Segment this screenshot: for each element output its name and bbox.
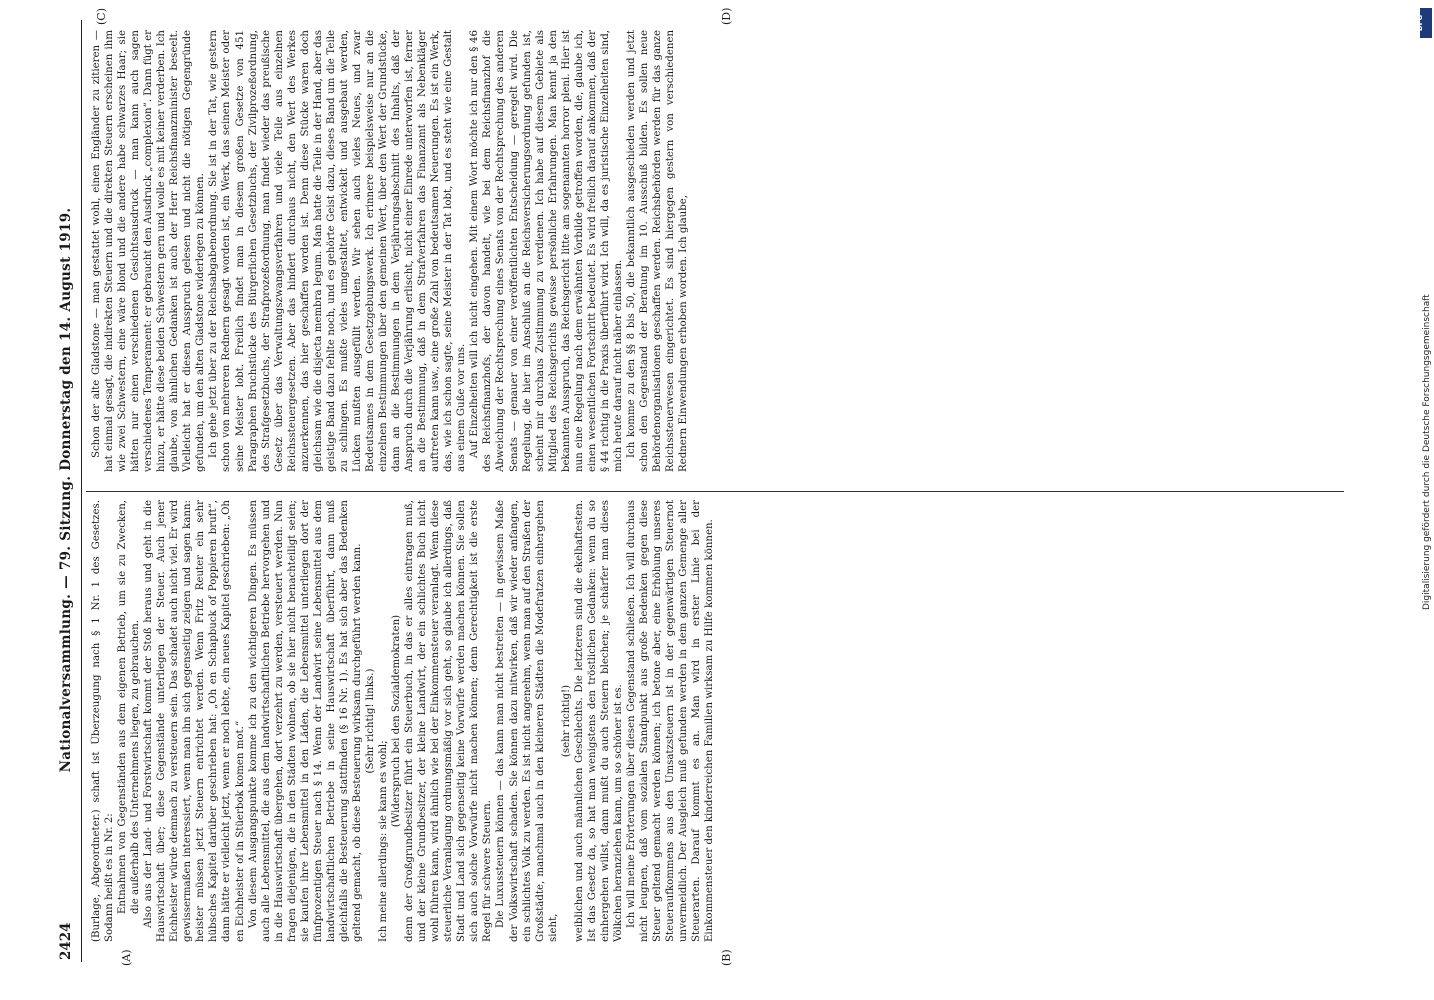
right-para-3: Auf Einzelheiten will ich nicht eingehen. Mit einem Wort möchte ich nur den § 46 des Reichsfinanzhofs, der davon handelt, wie bei dem Reichsfinanzhof die Abweichung der Rechtsprechung eines Senats von der Rechtsprechung des anderen Senats — genauer von einer veröffentlichten Entscheidung — geregelt wird. Die Regelung, die hier im Anschluß an die Reichsversicherungsordnung gefunden ist, scheint mir durchaus Zustimmung zu verdienen. Ich habe auf diesem Gebiete als Mitglied des Reichsgerichts gewisse persönliche Erfahrungen. Man kennt ja den bekannten Ausspruch, das Reichsgericht litte am sogenannten horror pleni. Hier ist nun eine Regelung nach dem erwähnten Vorbilde getroffen worden, die, glaube ich, einen wesentlichen Fortschritt bedeutet. Es wird freilich darauf ankommen, daß der § 44 richtig in die Praxis überführt wird. Ich will, da es juristische Einzelheiten sind, mich heute darauf nicht näher einlassen. <box>469 30 624 472</box>
left-para-4: Ich meine allerdings: sie kann es wohl; <box>378 740 390 942</box>
left-para-1: (Burlage, Abgeordneter.) schaft ist Überzeugung nach § 1 Nr. 1 des Gesetzes. Sodann heißt es in Nr. 2: <box>91 500 116 942</box>
margin-marker-a: (A) <box>120 949 133 966</box>
right-para-4: Ich komme zu den §§ 8 bis 50, die bekanntlich ausgeschieden werden und jetzt schon den Gegenstand der Beratung im 10. Ausschuß bilden. Es sollen neue Behördenorganisationen geschaffen werden. Reichsbehörden werden für das ganze Reichssteuerwesen eingerichtet. Es sind hiergegen gestern von verschiedenen Rednern Einwendungen erhoben worden. Ich glaube, <box>625 30 690 472</box>
header-rule <box>81 20 82 962</box>
left-para-5: denn der Großgrundbesitzer führt ein Steuerbuch, in das er alles eintragen muß, und der kleine Grundbesitzer, der kleine Landwirt, der ein schlichtes Buch nicht wohl führen kann, wird ähnlich wie bei der Einkommensteuer veranlagt. Wenn diese steuerliche Veranlagung ordnungsmäßig vor sich geht, so glaube ich allerdings, daß Stadt und Land sich gegenseitig keine Vorwürfe werden machen können. Sie sollen sich auch solche Vorwürfe nicht machen können; denn Gerechtigkeit ist die erste Regel für schwere Steuern. <box>404 500 494 942</box>
digitization-credit-text: Digitalisierung gefördert durch die Deutsche Forschungsgemeinschaft <box>1422 294 1432 610</box>
digitization-credit <box>1420 10 1434 990</box>
left-para-3: Von diesem Ausgangspunkte komme ich zu den wichtigeren Dingen. Es müssen auch alle Lebensmittel, die aus dem landwirtschaftlichen Betriebe hervorgehen und in die Hauswirtschaft übergehen, dort verzehrt zu werden, versteuert werden. Nun fragen diejenigen, die in den Städten wohnen, ob sie hier nicht benachteiligt seien; sie kaufen ihre Lebensmittel in den Läden, die Lebensmittel unterliegen dort der fünfprozentigen Steuer nach § 14. Wenn der Landwirt seine Lebensmittel aus dem landwirtschaftlichen Betriebe in seine Hauswirtschaft überführt, dann muß gleichfalls die Besteuerung stattfinden (§ 16 Nr. 1). Es hat sich aber das Bedenken geltend gemacht, ob diese Besteuerung wirksam durchgeführt werden kann. <box>247 500 363 942</box>
left-para-2: Also aus der Land- und Forstwirtschaft kommt der Stoß heraus und geht in die Hauswirtschaft über; diese Gegenstände unterliegen der Steuer. Auch jener Eichheister würde demnach zu versteuern sein. Das schadet auch nicht viel. Er wird gewissermaßen interessiert, wenn man ihn sich gegenseitig zeigen und sagen kann: heister müssen jetzt Steuern entrichtet werden. Wenn Fritz Reuter ein sehr hübsches Kapitel darüber geschrieben hat: „Oh en Schapbuck of Poppieren bruft“, dann hätte er vielleicht jetzt, wenn er noch lebte, ein neues Kapitel geschrieben: „Oh en Eichheister of in Stüerbok komen mot.“ <box>143 500 246 942</box>
left-interjection-3: (sehr richtig!) <box>560 684 572 758</box>
left-interjection-2: (Widerspruch bei den Sozialdemokraten) <box>391 614 403 828</box>
left-para-8: Ich will meine Erörterungen über diesen Gegenstand schließen. Ich will durchaus nicht leugnen, daß vom sozialen Standpunkt aus große Bedenken gegen diese Steuer geltend gemacht werden können; ich betone aber, eine Erhöhung unseres Steueraufkommens aus den Umsatzsteuern ist in der gegenwärtigen Steuernot unvermeidlich. Der Ausgleich muß gefunden werden in dem ganzen Gemenge aller Steuerarten. Darauf kommt es an. Man wird in erster Linie bei der Einkommensteuer den kinderreichen Familien wirksam zu Hilfe kommen können. <box>625 500 716 942</box>
right-para-2: Ich gehe jetzt über zu der Reichsabgabenordnung. Sie ist in der Tat, wie gestern schon von mehreren Rednern gesagt worden ist, ein Werk, das seinen Meister oder seine Meister lobt. Freilich findet man in diesem großen Gesetze von 451 Paragraphen Bruchstücke des Bürgerlichen Gesetzbuchs, der Zivilprozeßordnung, des Strafgesetzbuchs, der Strafprozeßordnung, man findet wieder das preußische Gesetz über das Verwaltungszwangsverfahren und viele Teile aus einzelnen Reichssteuergesetzen. Aber das hindert durchaus nicht, den Wert des Werkes anzuerkennen, das hier geschaffen worden ist. Denn diese Stücke waren doch gleichsam wie die disjecta membra legum. Man hatte die Teile in der Hand, aber das geistige Band dazu fehlte noch, und es gehörte Geist dazu, dieses Band um die Teile zu schlingen. Es mußte vieles umgestaltet, entwickelt und ausgebaut werden, Lücken mußten ausgefüllt werden. Wir sehen auch vieles Neues, und zwar Bedeutsames in dem Gesetzgebungswerk. Ich erinnere beispielsweise nur an die einzelnen Bestimmungen über den gemeinen Wert, über den Wert der Grundstücke, dann an die Bestimmungen in dem Verjährungsabschnitt des Inhalts, daß der Anspruch durch die Verjährung erlischt, nicht einer Einrede unterworfen ist, ferner an die Bestimmung, daß in dem Strafverfahren das Finanzamt als Nebenkläger auftreten kann usw., eine große Zahl von bedeutsamen Neuerungen. Es ist ein Werk, das, wie ich schon sagte, seine Meister in der Tat lobt, und es steht wie eine Gestalt aus einem Guße vor uns. <box>208 30 468 472</box>
right-para-1: Schon der alte Gladstone — man gestattet wohl, einen Engländer zu zitieren — hat einmal gesagt, die indirekten Steuern und die direkten Steuern erscheinen ihm wie zwei Schwestern, eine wäre blond und die andere habe schwarzes Haar; sie hätten nur einen verschiedenen Gesichtsausdruck — man kann auch sagen verschiedenes Temperament: er gebraucht den Ausdruck „complexion“. Dann fügt er hinzu, er hätte diese beiden Schwestern gern und wolle es mit keiner verderben. Ich glaube, von ähnlichen Gedanken ist auch der Herr Reichsfinanzminister beseelt. Vielleicht hat er diesen Ausspruch gelesen und nicht die nötigen Gegengründe gefunden, um den alten Gladstone widerlegen zu können. <box>91 30 207 472</box>
margin-marker-b: (B) <box>720 949 733 966</box>
page-title: Nationalversammlung. — 79. Sitzung. Donnerstag den 14. August 1919. <box>58 207 74 773</box>
left-para-6: Die Luxussteuern können — das kann man nicht bestreiten — in gewissem Maße der Volkswirtschaft schaden. Sie können dazu mitwirken, daß wir wieder anfangen, ein schlichtes Volk zu werden. Es ist nicht angenehm, wenn man auf den Straßen der Großstädte, manchmal auch in den kleineren Städten die Modefratzen einhergehen sieht, <box>495 500 559 942</box>
column-divider <box>86 491 1344 492</box>
page-number: 2424 <box>58 922 74 960</box>
margin-marker-c: (C) <box>95 8 108 25</box>
dfg-logo: DFG <box>1420 8 1432 38</box>
left-column <box>90 500 1340 942</box>
left-quote: Entnahmen von Gegenständen aus dem eigenen Betrieb, um sie zu Zwecken, die außerhalb des Unternehmens liegen, zu gebrauchen. <box>117 500 142 914</box>
left-interjection-1: (Sehr richtig! links.) <box>364 668 376 774</box>
margin-marker-d: (D) <box>720 7 733 25</box>
left-para-7: weiblichen und auch männlichen Geschlechts. Die letzteren sind die ekelhaftesten. Ist das Gesetz da, so hat man wenigstens den tröstlichen Gedanken: wenn du so einhergehen willst, dann mußt du auch Steuern blechen; je schärfer man dieses Völkchen heranziehen kann, um so schöner ist es. <box>573 500 624 942</box>
right-column <box>90 30 1340 472</box>
